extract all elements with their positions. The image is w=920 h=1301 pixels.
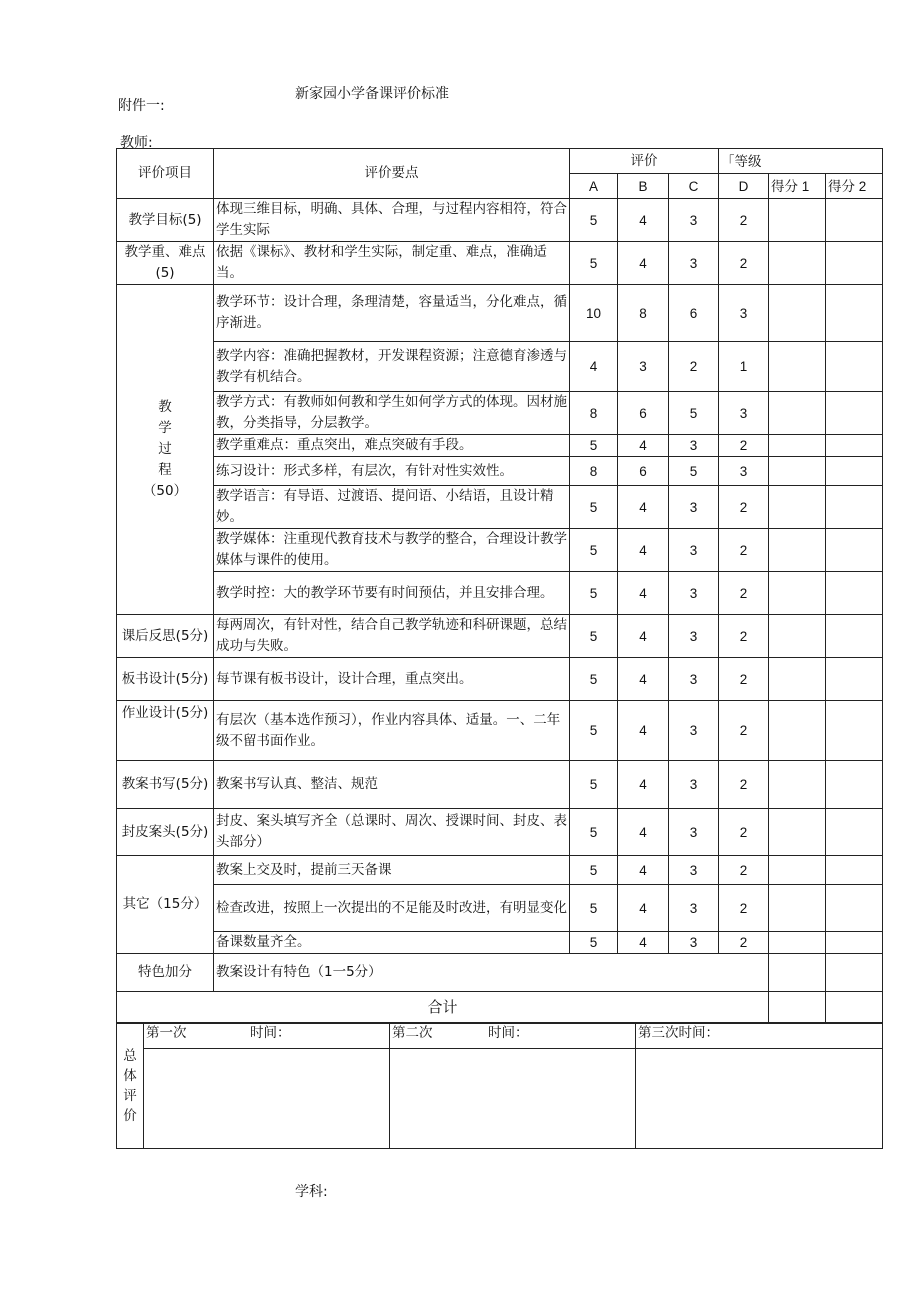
value-c: 6: [669, 285, 719, 342]
score2-cell[interactable]: [826, 486, 883, 529]
row-desc: 教学方式：有教师如何教和学生如何学方式的体现。因材施教，分类指导，分层教学。: [214, 392, 570, 435]
value-c: 3: [669, 486, 719, 529]
value-c: 3: [669, 658, 719, 701]
score2-cell[interactable]: [826, 342, 883, 392]
value-a: 5: [570, 932, 618, 954]
score2-cell[interactable]: [826, 856, 883, 885]
bonus-label: 特色加分: [117, 954, 214, 992]
row-desc: 封皮、案头填写齐全（总课时、周次、授课时间、封皮、表头部分）: [214, 809, 570, 856]
bonus-row: [117, 954, 883, 992]
score2-cell[interactable]: [826, 242, 883, 285]
attachment-label: 附件一:: [118, 98, 165, 114]
value-d: 2: [719, 435, 769, 457]
value-d: 2: [719, 856, 769, 885]
value-c: 3: [669, 856, 719, 885]
table-row: [117, 701, 883, 761]
row-desc: 教案上交及时，提前三天备课: [214, 856, 570, 885]
overall-char: 总: [123, 1047, 137, 1064]
score2-cell[interactable]: [826, 457, 883, 486]
value-d: 3: [719, 392, 769, 435]
value-b: 4: [618, 701, 669, 761]
overall-char: 评: [123, 1087, 137, 1104]
other-label: 其它（15分）: [117, 856, 214, 954]
score1-cell[interactable]: [769, 529, 826, 572]
grade-c: C: [669, 174, 719, 199]
score1-cell[interactable]: [769, 572, 826, 615]
score1-cell[interactable]: [769, 885, 826, 932]
score1-cell[interactable]: [769, 285, 826, 342]
value-d: 2: [719, 242, 769, 285]
value-a: 5: [570, 701, 618, 761]
value-a: 5: [570, 529, 618, 572]
score1-cell[interactable]: [769, 435, 826, 457]
row-item: 教学重、难点(5): [117, 242, 214, 285]
row-desc: 有层次（基本选作预习），作业内容具体、适量。一、二年级不留书面作业。: [214, 701, 570, 761]
value-c: 3: [669, 761, 719, 809]
table-row: [117, 457, 883, 486]
score1-cell[interactable]: [769, 486, 826, 529]
value-a: 5: [570, 856, 618, 885]
score2-cell[interactable]: [826, 954, 883, 992]
row-item: 作业设计(5分): [117, 701, 214, 761]
process-char: 学: [158, 420, 172, 436]
table-row: [117, 242, 883, 285]
value-c: 3: [669, 529, 719, 572]
score2-cell[interactable]: [826, 761, 883, 809]
process-label: [117, 285, 214, 615]
row-desc: 教学时控：大的教学环节要有时间预估，并且安排合理。: [214, 572, 570, 615]
header-points: 评价要点: [214, 149, 570, 199]
table-row: [117, 885, 883, 932]
value-d: 3: [719, 285, 769, 342]
grade-d: D: [719, 174, 769, 199]
table-row: [117, 658, 883, 701]
value-d: 2: [719, 486, 769, 529]
value-a: 5: [570, 615, 618, 658]
value-d: 1: [719, 342, 769, 392]
value-a: 4: [570, 342, 618, 392]
value-b: 4: [618, 809, 669, 856]
value-d: 2: [719, 572, 769, 615]
row-desc: 教案书写认真、整洁、规范: [214, 761, 570, 809]
score1-cell[interactable]: [769, 392, 826, 435]
value-b: 4: [618, 435, 669, 457]
table-row: [117, 342, 883, 392]
score1-cell[interactable]: [769, 761, 826, 809]
time-label: 时间：: [488, 1025, 529, 1041]
subject-label: 学科:: [295, 1184, 328, 1200]
score2-cell[interactable]: [826, 885, 883, 932]
value-b: 4: [618, 529, 669, 572]
value-b: 4: [618, 885, 669, 932]
row-item: 课后反思(5分): [117, 615, 214, 658]
value-b: 4: [618, 932, 669, 954]
second-eval-area[interactable]: [390, 1049, 636, 1149]
value-c: 3: [669, 932, 719, 954]
score2-cell[interactable]: [826, 199, 883, 242]
row-item: 教案书写(5分): [117, 761, 214, 809]
value-a: 5: [570, 486, 618, 529]
value-b: 6: [618, 457, 669, 486]
row-desc: 每节课有板书设计，设计合理，重点突出。: [214, 658, 570, 701]
score1-cell[interactable]: [769, 932, 826, 954]
row-desc: 教学重难点：重点突出，难点突破有手段。: [214, 435, 570, 457]
value-d: 2: [719, 615, 769, 658]
row-item: 封皮案头(5分): [117, 809, 214, 856]
process-char: 程: [158, 462, 172, 478]
value-c: 3: [669, 885, 719, 932]
value-c: 3: [669, 615, 719, 658]
teacher-label: 教师:: [120, 135, 153, 151]
table-row: [117, 615, 883, 658]
score1-cell[interactable]: [769, 856, 826, 885]
value-d: 2: [719, 932, 769, 954]
bonus-desc: 教案设计有特色（1一5分）: [214, 954, 769, 992]
value-d: 2: [719, 761, 769, 809]
time-label: 时间：: [250, 1025, 291, 1041]
row-desc: 教学媒体：注重现代教育技术与教学的整合，合理设计教学媒体与课件的使用。: [214, 529, 570, 572]
score1-cell[interactable]: [769, 701, 826, 761]
value-b: 4: [618, 615, 669, 658]
value-c: 3: [669, 435, 719, 457]
header-item: 评价项目: [117, 149, 214, 199]
score1-cell[interactable]: [769, 658, 826, 701]
value-c: 5: [669, 457, 719, 486]
row-desc: 练习设计：形式多样，有层次，有针对性实效性。: [214, 457, 570, 486]
score2-cell[interactable]: [826, 572, 883, 615]
score2-cell[interactable]: [826, 435, 883, 457]
process-char: 教: [158, 399, 172, 415]
score1-cell[interactable]: [769, 457, 826, 486]
table-row: [117, 529, 883, 572]
score2-cell[interactable]: [826, 809, 883, 856]
score2-cell[interactable]: [826, 285, 883, 342]
third-eval-area[interactable]: [636, 1049, 883, 1149]
value-a: 5: [570, 761, 618, 809]
row-desc: 体现三维目标，明确、具体、合理，与过程内容相符，符合学生实际: [214, 199, 570, 242]
value-c: 3: [669, 701, 719, 761]
value-b: 4: [618, 856, 669, 885]
value-b: 6: [618, 392, 669, 435]
first-eval-header: [144, 1023, 390, 1049]
value-d: 2: [719, 885, 769, 932]
score2-cell[interactable]: [826, 701, 883, 761]
value-d: 2: [719, 529, 769, 572]
score2-cell[interactable]: [826, 658, 883, 701]
value-b: 3: [618, 342, 669, 392]
value-c: 3: [669, 242, 719, 285]
table-row: [117, 856, 883, 885]
value-c: 3: [669, 572, 719, 615]
row-desc: 检查改进，按照上一次提出的不足能及时改进，有明显变化: [214, 885, 570, 932]
second-eval-header: [390, 1023, 636, 1049]
row-desc: 教学环节：设计合理，条理清楚，容量适当，分化难点，循序渐进。: [214, 285, 570, 342]
overall-evaluation-table: [116, 1022, 883, 1149]
score2-cell[interactable]: [826, 529, 883, 572]
score1-cell[interactable]: [769, 199, 826, 242]
value-a: 5: [570, 658, 618, 701]
table-row: [117, 435, 883, 457]
value-c: 3: [669, 199, 719, 242]
table-row: [117, 199, 883, 242]
value-d: 2: [719, 809, 769, 856]
value-a: 5: [570, 809, 618, 856]
score2-cell[interactable]: [826, 932, 883, 954]
process-char: 过: [158, 441, 172, 457]
process-score: （50）: [142, 483, 188, 499]
value-c: 3: [669, 809, 719, 856]
third-label: 第三次时间：: [638, 1025, 719, 1041]
table-row: [117, 486, 883, 529]
value-b: 4: [618, 199, 669, 242]
total-row: [117, 992, 883, 1024]
value-b: 4: [618, 658, 669, 701]
row-desc: 每两周次，有针对性，结合自己教学轨迹和科研课题，总结成功与失败。: [214, 615, 570, 658]
score2-header: 得分 2: [826, 174, 883, 199]
score1-cell[interactable]: [769, 954, 826, 992]
third-eval-header: [636, 1023, 883, 1049]
row-desc: 教学内容：准确把握教材，开发课程资源；注意德育渗透与教学有机结合。: [214, 342, 570, 392]
grade-a: A: [570, 174, 618, 199]
table-row: [117, 809, 883, 856]
value-d: 3: [719, 457, 769, 486]
first-label: 第一次: [146, 1025, 187, 1041]
score1-cell[interactable]: [769, 809, 826, 856]
table-row: [117, 761, 883, 809]
value-a: 10: [570, 285, 618, 342]
value-c: 5: [669, 392, 719, 435]
overall-char: 价: [123, 1107, 137, 1124]
row-desc: 依据《课标》、教材和学生实际，制定重、难点，准确适当。: [214, 242, 570, 285]
table-row: [117, 932, 883, 954]
grade-b: B: [618, 174, 669, 199]
total-label: 合计: [117, 992, 769, 1024]
second-label: 第二次: [392, 1025, 433, 1041]
value-d: 2: [719, 199, 769, 242]
row-desc: 教学语言：有导语、过渡语、提问语、小结语，且设计精妙。: [214, 486, 570, 529]
value-a: 8: [570, 392, 618, 435]
value-b: 4: [618, 761, 669, 809]
value-c: 2: [669, 342, 719, 392]
score1-cell[interactable]: [769, 242, 826, 285]
row-desc: 备课数量齐全。: [214, 932, 570, 954]
value-a: 8: [570, 457, 618, 486]
table-row: [117, 392, 883, 435]
value-b: 4: [618, 486, 669, 529]
value-b: 4: [618, 242, 669, 285]
value-d: 2: [719, 701, 769, 761]
score2-cell[interactable]: [826, 615, 883, 658]
value-a: 5: [570, 572, 618, 615]
score2-cell[interactable]: [826, 392, 883, 435]
table-row: [117, 572, 883, 615]
total-score1-cell[interactable]: [769, 992, 826, 1024]
row-item: 板书设计(5分): [117, 658, 214, 701]
score1-cell[interactable]: [769, 615, 826, 658]
overall-label: [117, 1023, 144, 1149]
evaluation-table: [116, 148, 883, 1024]
value-a: 5: [570, 199, 618, 242]
value-b: 4: [618, 572, 669, 615]
row-item: 教学目标(5): [117, 199, 214, 242]
page-title: 新家园小学备课评价标准: [295, 86, 449, 102]
first-eval-area[interactable]: [144, 1049, 390, 1149]
overall-char: 体: [123, 1067, 137, 1084]
header-eval: 评价: [570, 149, 719, 174]
header-grade: 「等级: [719, 149, 883, 174]
total-score2-cell[interactable]: [826, 992, 883, 1024]
value-d: 2: [719, 658, 769, 701]
table-row: [117, 285, 883, 342]
score1-cell[interactable]: [769, 342, 826, 392]
value-a: 5: [570, 435, 618, 457]
value-b: 8: [618, 285, 669, 342]
value-a: 5: [570, 242, 618, 285]
value-a: 5: [570, 885, 618, 932]
score1-header: 得分 1: [769, 174, 826, 199]
